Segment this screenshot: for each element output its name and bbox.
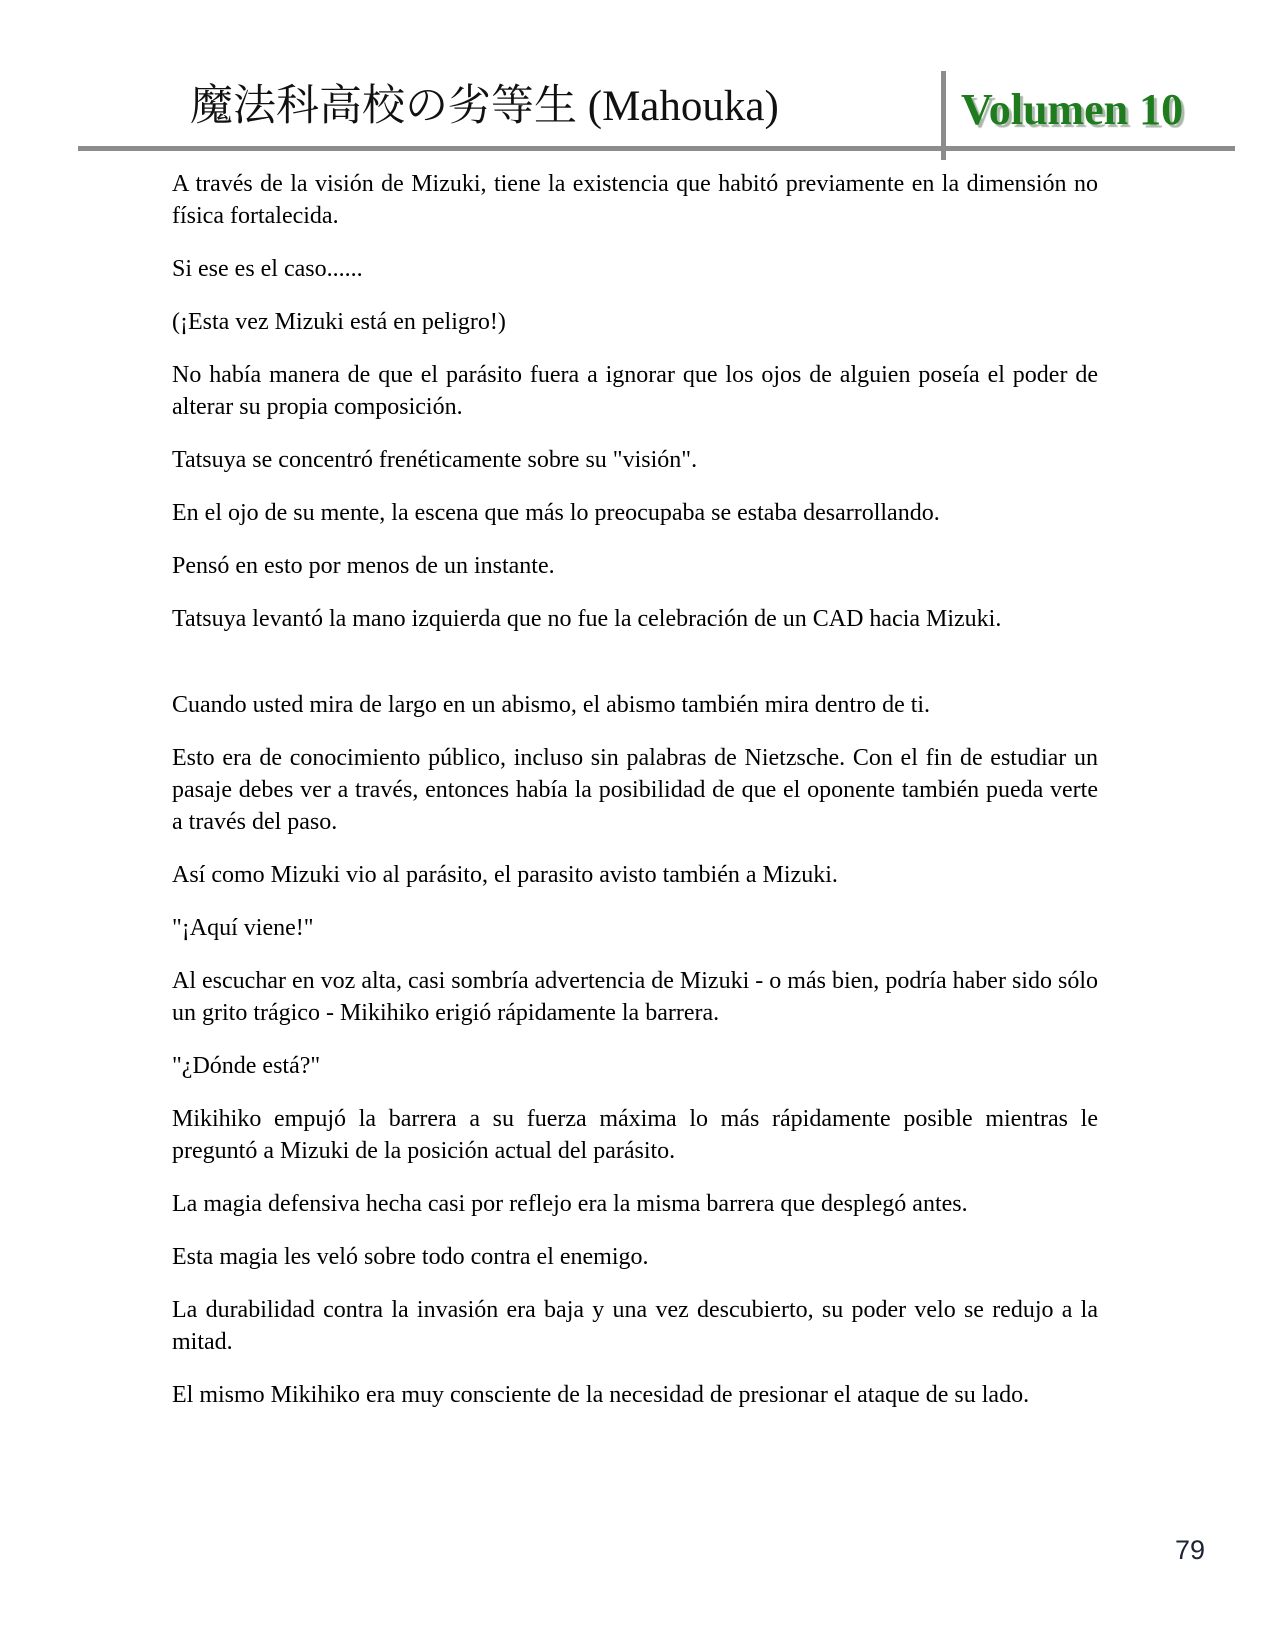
paragraph: Al escuchar en voz alta, casi sombría advertencia de Mizuki - o más bien, podría haber sido sólo un grito trágico - Mikihiko erigió rápidamente la barrera. xyxy=(172,968,1098,1026)
paragraph: Tatsuya se concentró frenéticamente sobre su "visión". xyxy=(172,447,698,473)
series-title: 魔法科高校の劣等生 (Mahouka) xyxy=(190,83,779,130)
paragraph: Mikihiko empujó la barrera a su fuerza máxima lo más rápidamente posible mientras le preguntó a Mizuki de la posición actual del parásito. xyxy=(172,1106,1098,1164)
paragraph: Cuando usted mira de largo en un abismo, el abismo también mira dentro de ti. xyxy=(172,692,931,718)
body-text xyxy=(172,168,1098,1432)
paragraph: Esta magia les veló sobre todo contra el enemigo. xyxy=(172,1244,649,1270)
paragraph: La durabilidad contra la invasión era baja y una vez descubierto, su poder velo se redujo a la mitad. xyxy=(172,1297,1098,1355)
header-rule xyxy=(78,146,1235,151)
paragraph: Pensó en esto por menos de un instante. xyxy=(172,553,555,579)
page-number: 79 xyxy=(1174,1535,1205,1565)
paragraph: Si ese es el caso...... xyxy=(172,256,363,282)
paragraph: No había manera de que el parásito fuera a ignorar que los ojos de alguien poseía el poder de alterar su propia composición. xyxy=(172,362,1098,420)
paragraph: La magia defensiva hecha casi por reflejo era la misma barrera que desplegó antes. xyxy=(172,1191,968,1217)
paragraph: El mismo Mikihiko era muy consciente de la necesidad de presionar el ataque de su lado. xyxy=(172,1382,1030,1408)
paragraph: Tatsuya levantó la mano izquierda que no fue la celebración de un CAD hacia Mizuki. xyxy=(172,606,1002,632)
paragraph: Así como Mizuki vio al parásito, el parasito avisto también a Mizuki. xyxy=(172,862,838,888)
paragraph: "¿Dónde está?" xyxy=(172,1053,321,1079)
paragraph: "¡Aquí viene!" xyxy=(172,915,314,941)
paragraph: Esto era de conocimiento público, incluso sin palabras de Nietzsche. Con el fin de estudiar un pasaje debes ver a través, entonces había la posibilidad de que el oponente también pueda verte a través del paso. xyxy=(172,745,1098,835)
paragraph: En el ojo de su mente, la escena que más lo preocupaba se estaba desarrollando. xyxy=(172,500,940,526)
paragraph: A través de la visión de Mizuki, tiene la existencia que habitó previamente en la dimensión no física fortalecida. xyxy=(172,171,1098,229)
volume-label: Volumen 10 xyxy=(961,85,1184,134)
paragraph: (¡Esta vez Mizuki está en peligro!) xyxy=(172,309,506,335)
